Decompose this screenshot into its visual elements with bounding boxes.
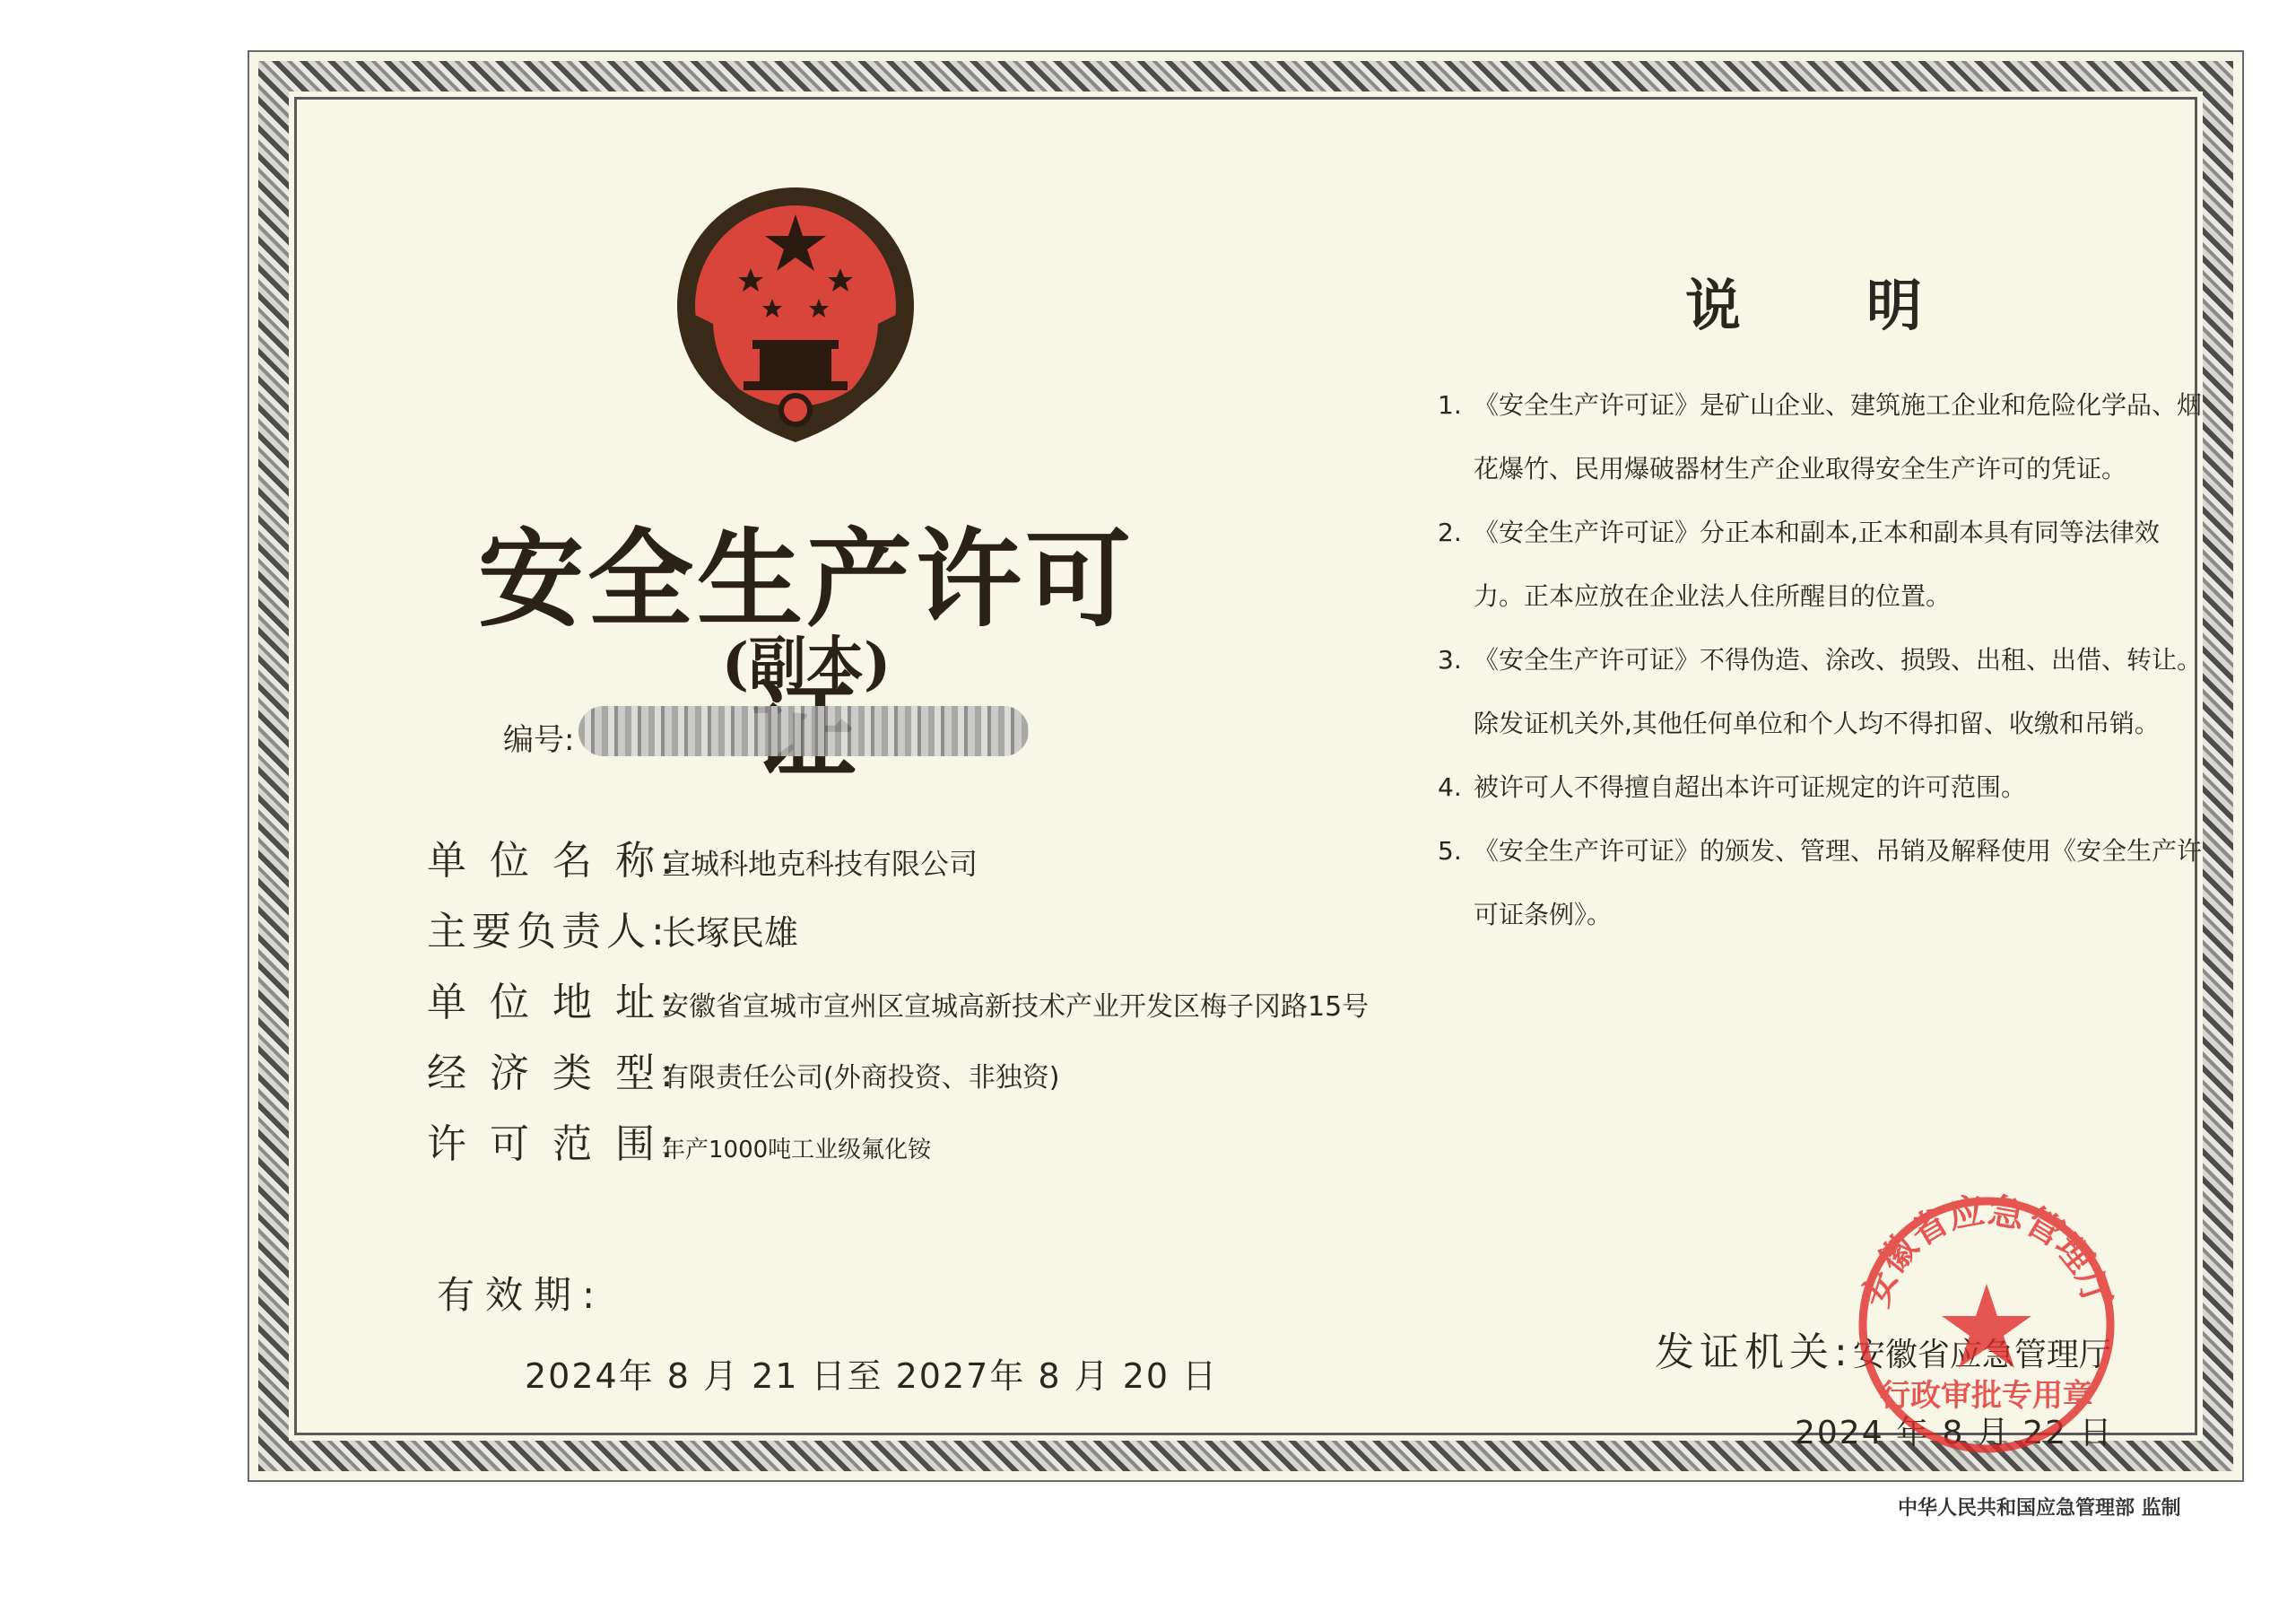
- notes-title: 说明: [1685, 273, 2048, 338]
- field-label: 主要负责人:: [427, 909, 670, 954]
- issue-date: 2024 年 8 月 22 日: [1795, 1415, 2114, 1451]
- issuer-value: 安徽省应急管理厅: [1852, 1337, 2111, 1373]
- serial-number-label: 编号:: [503, 722, 575, 758]
- note-number: 3.: [1438, 645, 1462, 675]
- certificate-title: 安全生产许可: [477, 517, 1135, 641]
- note-item: [1438, 373, 2209, 501]
- field-principal: [427, 899, 798, 956]
- note-number: 2.: [1438, 518, 1462, 547]
- certificate: [248, 50, 2244, 1482]
- field-value: 有限责任公司(外商投资、非独资): [662, 1062, 1060, 1094]
- note-item: [1438, 755, 2209, 819]
- serial-number-redacted: [578, 706, 1029, 756]
- national-emblem-icon: [663, 180, 928, 449]
- note-number: 5.: [1438, 836, 1462, 866]
- issuer-label: 发证机关:: [1655, 1329, 1853, 1375]
- field-label: 单 位 地 址:: [427, 980, 679, 1025]
- field-value: 长塚民雄: [662, 913, 799, 953]
- field-scope: [427, 1111, 931, 1169]
- svg-text:行政审批专用章: 行政审批专用章: [1880, 1378, 2093, 1414]
- field-unit-name: [427, 828, 978, 885]
- field-label: 单 位 名 称:: [427, 838, 679, 884]
- note-text: 被许可人不得擅自超出本许可证规定的许可范围。: [1474, 772, 2027, 802]
- note-text: 《安全生产许可证》是矿山企业、建筑施工企业和危险化学品、烟花爆竹、民用爆破器材生产企业取得安全生产许可的凭证。: [1474, 390, 2203, 484]
- notes-list: [1438, 373, 2209, 946]
- supervision-note: 中华人民共和国应急管理部 监制: [1898, 1496, 2181, 1520]
- official-seal-icon: [1852, 1190, 2121, 1460]
- note-number: 1.: [1438, 390, 1462, 420]
- note-text: 《安全生产许可证》不得伪造、涂改、损毁、出租、出借、转让。除发证机关外,其他任何单位和个人均不得扣留、收缴和吊销。: [1474, 645, 2203, 738]
- validity-date: 2024年 8 月 21 日至 2027年 8 月 20 日: [525, 1356, 1219, 1396]
- certificate-subtitle: (副本): [721, 631, 891, 698]
- note-number: 4.: [1438, 772, 1462, 802]
- note-item: [1438, 819, 2209, 946]
- note-text: 《安全生产许可证》的颁发、管理、吊销及解释使用《安全生产许可证条例》。: [1474, 836, 2203, 929]
- field-label: 经 济 类 型:: [427, 1050, 679, 1096]
- field-label: 许 可 范 围:: [427, 1121, 679, 1167]
- field-value: 安徽省宣城市宣州区宣城高新技术产业开发区梅子冈路15号: [662, 991, 1370, 1023]
- note-item: [1438, 501, 2209, 628]
- certificate-inner: [294, 97, 2203, 1451]
- svg-text:安徽省应急管理厅: 安徽省应急管理厅: [1854, 1190, 2119, 1312]
- field-value: 年产1000吨工业级氟化铵: [662, 1137, 932, 1163]
- field-value: 宣城科地克科技有限公司: [662, 847, 978, 881]
- field-economic-type: [427, 1041, 1059, 1098]
- validity-label: 有效期:: [437, 1273, 606, 1317]
- note-item: [1438, 628, 2209, 755]
- note-text: 《安全生产许可证》分正本和副本,正本和副本具有同等法律效力。正本应放在企业法人住所醒目的位置。: [1474, 518, 2160, 611]
- field-address: [427, 970, 1369, 1027]
